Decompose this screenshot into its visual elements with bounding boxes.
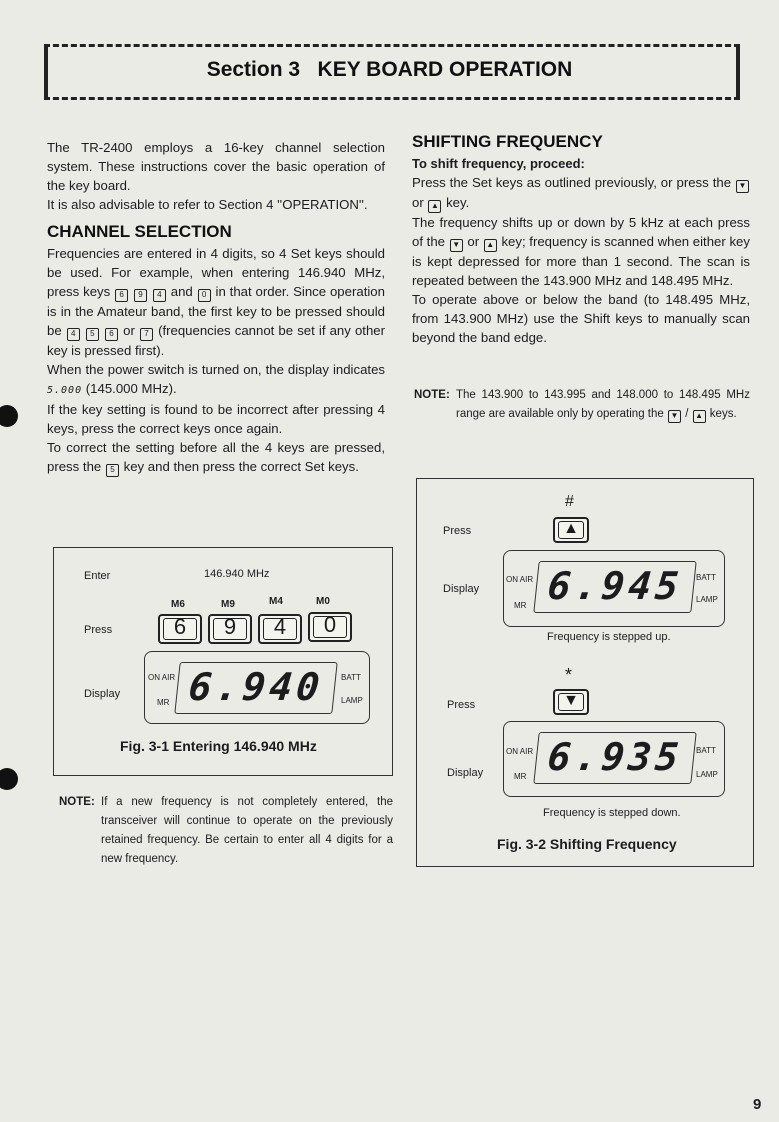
- advise-paragraph: It is also advisable to refer to Section 4 ''OPERATION''.: [47, 197, 368, 212]
- key-6-icon: 6: [115, 289, 128, 302]
- power-display-value: 5.000: [47, 385, 83, 396]
- key-6-button-icon: 6: [158, 614, 202, 644]
- note-text: [456, 386, 750, 424]
- down-key-icon: ▼: [668, 410, 681, 423]
- fig1-display-panel: [144, 651, 370, 724]
- shift-text-1: Press the Set keys as outlined previously, or press the: [412, 175, 732, 190]
- lamp-label: LAMP: [341, 696, 363, 705]
- mr-label: MR: [514, 772, 527, 781]
- stepped-down-text: Frequency is stepped down.: [543, 807, 681, 819]
- note-text-2: /: [685, 408, 689, 420]
- channel-text-2: and: [170, 284, 193, 299]
- up-arrow-key-icon: ▲: [553, 517, 589, 543]
- section-title: Section 3 KEY BOARD OPERATION: [206, 58, 573, 81]
- mr-label: MR: [514, 601, 527, 610]
- note-text-3: keys.: [709, 408, 737, 420]
- on-air-label: ON AIR: [148, 673, 176, 682]
- fig1-caption: Fig. 3-1 Entering 146.940 MHz: [120, 738, 317, 754]
- incorrect-paragraph: If the key setting is found to be incorrect after pressing 4 keys, press the correct keys once again.: [47, 402, 385, 436]
- fig1-frequency: 146.940 MHz: [204, 568, 270, 580]
- figure-3-2: [416, 478, 754, 867]
- channel-paragraph: [47, 244, 385, 360]
- fig2-lcd-down: 6.935: [533, 732, 696, 784]
- fig1-press-label: Press: [84, 624, 113, 636]
- stepped-up-text: Frequency is stepped up.: [547, 631, 671, 643]
- lamp-label: LAMP: [696, 770, 718, 779]
- correct-text-2: key and then press the correct Set keys.: [123, 459, 359, 474]
- fig2-display-label-2: Display: [447, 767, 484, 779]
- shift-paragraph-3: To operate above or below the band (to 148.495 MHz, from 143.900 MHz) use the Shift keys to manually scan beyond the band edge.: [412, 292, 750, 345]
- intro-paragraph: The TR-2400 employs a 16-key channel selection system. These instructions cover the basic operation of the key board.: [47, 140, 385, 193]
- fig1-enter-label: Enter: [84, 570, 111, 582]
- shift-paragraph-1: [412, 173, 750, 213]
- down-arrow-key-icon: ▼: [553, 689, 589, 715]
- fig2-lcd-up: 6.945: [533, 561, 696, 613]
- key-5-icon: 5: [106, 464, 119, 477]
- channel-selection-heading: CHANNEL SELECTION: [47, 222, 232, 241]
- shift-text-6: key; frequency is scanned when either key is kept depressed for more than 1 second. The scan is repeated between the 143.900 MHz and 148.495 MHz.: [412, 234, 750, 288]
- channel-text-5: (frequencies cannot be set if any other key is pressed first).: [47, 323, 386, 358]
- punch-hole-bottom: [0, 768, 18, 790]
- figure-3-1: [53, 547, 393, 776]
- fig2-display-label-1: Display: [443, 583, 480, 595]
- m-label: M6: [171, 599, 185, 610]
- note-label: NOTE:: [59, 796, 95, 808]
- hash-symbol: #: [565, 493, 574, 510]
- up-key-icon: ▲: [428, 200, 441, 213]
- key-4-button-icon: 4: [258, 614, 302, 644]
- correct-text-1: To correct the setting before all the 4 keys are pressed, press the: [47, 440, 385, 474]
- key-7-icon: 7: [140, 328, 153, 341]
- page-number: 9: [753, 1096, 762, 1113]
- channel-text-4: or: [123, 323, 135, 338]
- key-4-icon: 4: [153, 289, 166, 302]
- fig2-display-panel-up: [503, 550, 725, 627]
- key-6-icon: 6: [105, 328, 118, 341]
- batt-label: BATT: [696, 746, 716, 755]
- note-text: If a new frequency is not completely entered, the transceiver will continue to operate on the previously retained frequency. Be certain to enter all 4 digits for a new frequency.: [101, 796, 393, 865]
- power-paragraph: [47, 360, 385, 400]
- power-text-1: When the power switch is turned on, the display indicates: [47, 362, 385, 377]
- key-9-icon: 9: [134, 289, 147, 302]
- punch-hole-top: [0, 405, 18, 427]
- shifting-frequency-heading: SHIFTING FREQUENCY: [412, 132, 603, 151]
- correct-paragraph: [47, 438, 385, 477]
- note-label: NOTE:: [414, 389, 450, 401]
- shift-text-3: key.: [446, 195, 470, 210]
- batt-label: BATT: [341, 673, 361, 682]
- channel-text-1: Frequencies are entered in 4 digits, so 4 Set keys should be used. For example, when entering 146.940 MHz, press keys: [47, 246, 385, 299]
- key-5-icon: 5: [86, 328, 99, 341]
- note-text-1: The 143.900 to 143.995 and 148.000 to 148.495 MHz range are available only by operating the: [456, 389, 750, 420]
- fig1-lcd: 6.940: [174, 662, 337, 714]
- lamp-label: LAMP: [696, 595, 718, 604]
- shift-text-5: or: [467, 234, 480, 249]
- down-key-icon: ▼: [450, 239, 463, 252]
- shift-paragraph-2: [412, 213, 750, 290]
- batt-label: BATT: [696, 573, 716, 582]
- key-4-icon: 4: [67, 328, 80, 341]
- shift-text-4: The frequency shifts up or down by 5 kHz at each press of the: [412, 215, 750, 249]
- shift-text-2: or: [412, 195, 424, 210]
- key-0-icon: 0: [198, 289, 211, 302]
- fig2-press-label-2: Press: [447, 699, 476, 711]
- m-label: M9: [221, 599, 235, 610]
- fig2-display-panel-down: [503, 721, 725, 797]
- down-key-icon: ▼: [736, 180, 749, 193]
- fig2-caption: Fig. 3-2 Shifting Frequency: [497, 836, 677, 852]
- star-symbol: *: [565, 665, 573, 685]
- key-9-button-icon: 9: [208, 614, 252, 644]
- up-key-icon: ▲: [484, 239, 497, 252]
- power-text-2: (145.000 MHz).: [85, 381, 177, 396]
- m-label: M0: [316, 596, 330, 607]
- m-label: M4: [269, 596, 283, 607]
- mr-label: MR: [157, 698, 170, 707]
- right-column: [412, 130, 750, 347]
- shift-subheading: To shift frequency, proceed:: [412, 156, 585, 171]
- fig2-press-label-1: Press: [443, 525, 472, 537]
- on-air-label: ON AIR: [506, 747, 534, 756]
- channel-text-3: in that order. Since operation is in the Amateur band, the first key to be pressed should be: [47, 284, 385, 338]
- fig1-display-label: Display: [84, 688, 121, 700]
- up-key-icon: ▲: [693, 410, 706, 423]
- left-column: [47, 138, 385, 477]
- on-air-label: ON AIR: [506, 575, 534, 584]
- key-0-button-icon: 0: [308, 612, 352, 642]
